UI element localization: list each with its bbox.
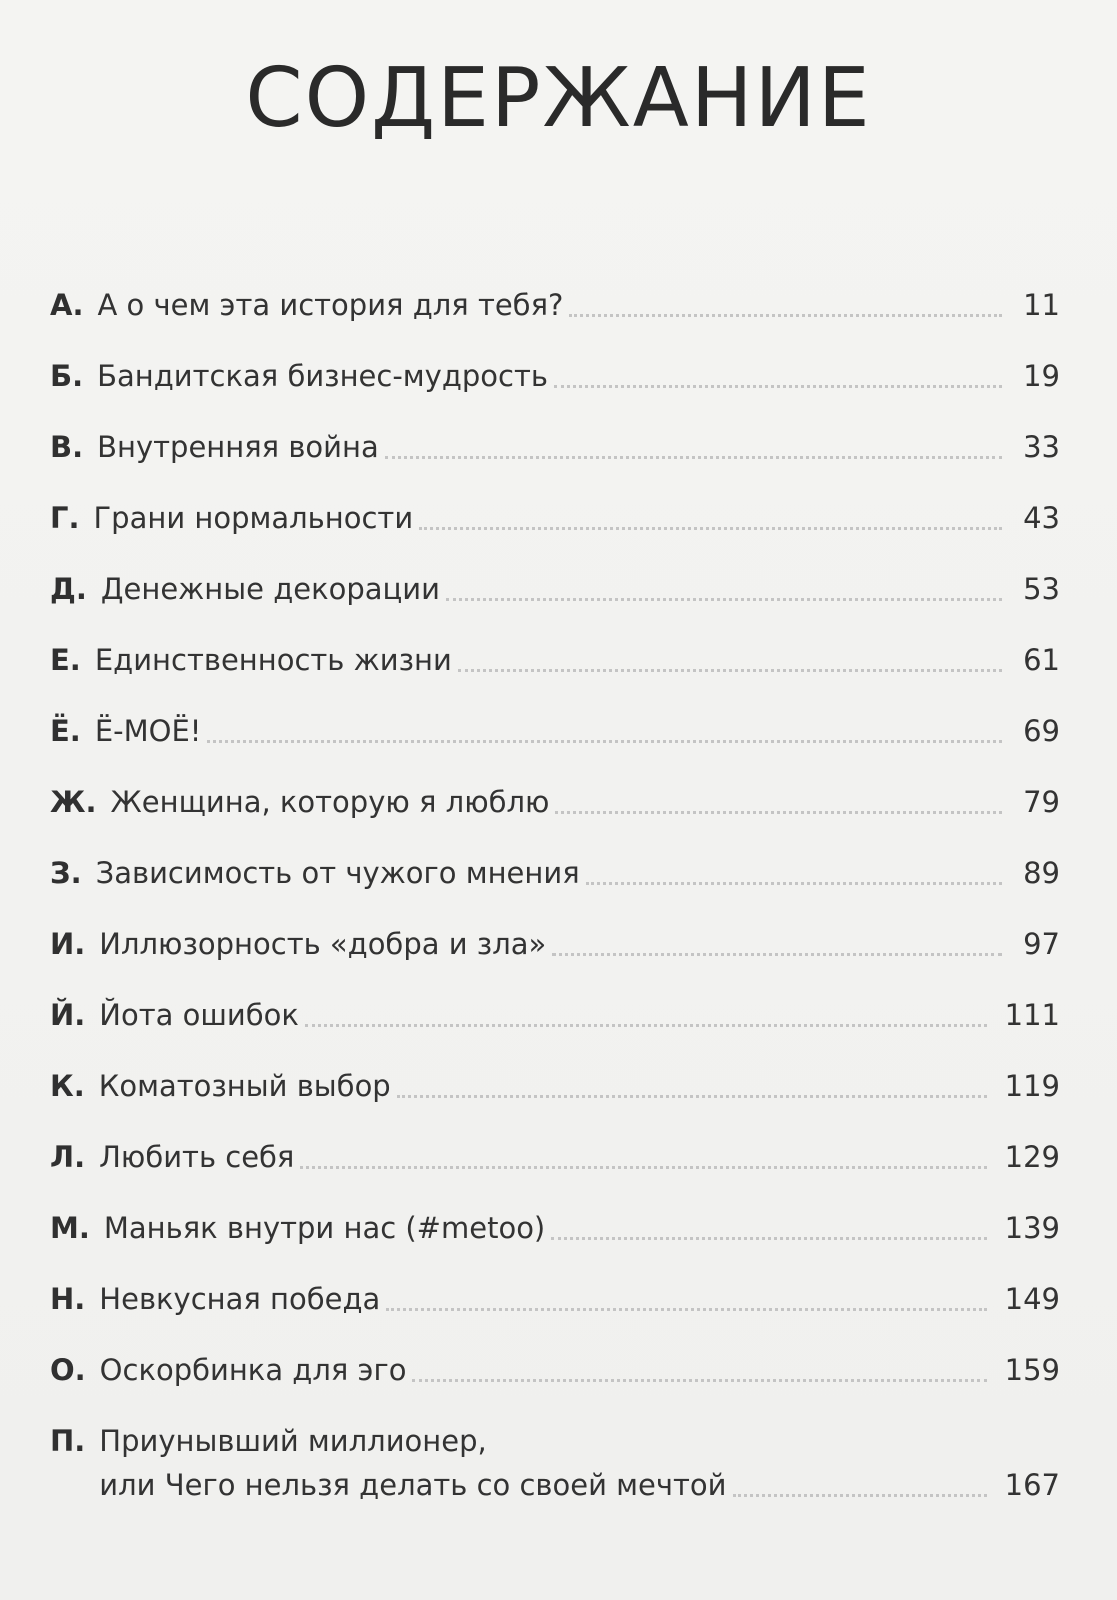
toc-entry-m[interactable] bbox=[50, 1206, 1060, 1277]
toc-letter: Ё. bbox=[50, 714, 81, 748]
toc-letter: В. bbox=[50, 430, 84, 464]
dot-leader bbox=[733, 1494, 987, 1497]
toc-letter: Л. bbox=[50, 1140, 86, 1174]
toc-page-number: 139 bbox=[1004, 1211, 1060, 1245]
toc-entry-iy[interactable] bbox=[50, 993, 1060, 1064]
toc-page-number: 159 bbox=[1004, 1353, 1060, 1387]
toc-page-number: 149 bbox=[1004, 1282, 1060, 1316]
toc-letter: З. bbox=[50, 856, 82, 890]
toc-entry-a[interactable] bbox=[50, 283, 1060, 354]
toc-title: Йота ошибок bbox=[99, 998, 299, 1032]
toc-letter: Г. bbox=[50, 501, 80, 535]
toc-page-number: 69 bbox=[1023, 714, 1060, 748]
toc-entry-d[interactable] bbox=[50, 567, 1060, 638]
dot-leader bbox=[458, 669, 1002, 672]
toc-entry-yo[interactable] bbox=[50, 709, 1060, 780]
table-of-contents bbox=[50, 283, 1060, 1519]
toc-title: Иллюзорность «добра и зла» bbox=[99, 927, 547, 961]
toc-letter: Й. bbox=[50, 998, 86, 1032]
dot-leader bbox=[386, 1308, 986, 1311]
toc-title: А о чем эта история для тебя? bbox=[97, 288, 564, 322]
toc-entry-e[interactable] bbox=[50, 638, 1060, 709]
toc-page-number: 97 bbox=[1023, 927, 1060, 961]
toc-entry-zh[interactable] bbox=[50, 780, 1060, 851]
dot-leader bbox=[305, 1024, 987, 1027]
toc-title: Коматозный выбор bbox=[98, 1069, 391, 1103]
toc-page-number: 19 bbox=[1023, 359, 1060, 393]
toc-page-number: 119 bbox=[1004, 1069, 1060, 1103]
toc-title: Бандитская бизнес-мудрость bbox=[97, 359, 548, 393]
toc-letter: Ж. bbox=[50, 785, 97, 819]
dot-leader bbox=[419, 527, 1002, 530]
toc-letter: К. bbox=[50, 1069, 85, 1103]
toc-page-number: 89 bbox=[1023, 856, 1060, 890]
dot-leader bbox=[552, 953, 1002, 956]
toc-title-line1: Приунывший миллионер, bbox=[99, 1424, 487, 1458]
toc-title: Грани нормальности bbox=[93, 501, 414, 535]
toc-letter: А. bbox=[50, 288, 84, 322]
page-title: СОДЕРЖАНИЕ bbox=[245, 51, 872, 146]
toc-letter: Е. bbox=[50, 643, 81, 677]
toc-letter: Д. bbox=[50, 572, 87, 606]
toc-page-number: 129 bbox=[1004, 1140, 1060, 1174]
toc-letter: Н. bbox=[50, 1282, 86, 1316]
dot-leader bbox=[586, 882, 1002, 885]
toc-page-number: 43 bbox=[1023, 501, 1060, 535]
dot-leader bbox=[554, 385, 1002, 388]
toc-entry-l[interactable] bbox=[50, 1135, 1060, 1206]
toc-title: Единственность жизни bbox=[94, 643, 452, 677]
toc-title-line2: или Чего нельзя делать со своей мечтой bbox=[99, 1468, 727, 1502]
toc-entry-o[interactable] bbox=[50, 1348, 1060, 1419]
toc-page-number: 11 bbox=[1023, 288, 1060, 322]
toc-title: Маньяк внутри нас (#metoo) bbox=[103, 1211, 546, 1245]
toc-entry-b[interactable] bbox=[50, 354, 1060, 425]
dot-leader bbox=[397, 1095, 987, 1098]
toc-title: Ё-МОЁ! bbox=[94, 714, 202, 748]
toc-title: Женщина, которую я люблю bbox=[110, 785, 550, 819]
dot-leader bbox=[385, 456, 1002, 459]
dot-leader bbox=[551, 1237, 986, 1240]
toc-page-number: 53 bbox=[1023, 572, 1060, 606]
toc-entry-n[interactable] bbox=[50, 1277, 1060, 1348]
toc-page-number: 33 bbox=[1023, 430, 1060, 464]
dot-leader bbox=[207, 740, 1002, 743]
toc-entry-k[interactable] bbox=[50, 1064, 1060, 1135]
toc-title: Денежные декорации bbox=[100, 572, 440, 606]
dot-leader bbox=[412, 1379, 986, 1382]
toc-title: Внутренняя война bbox=[97, 430, 379, 464]
toc-title: Зависимость от чужого мнения bbox=[95, 856, 580, 890]
dot-leader bbox=[300, 1166, 986, 1169]
toc-title: Невкусная победа bbox=[99, 1282, 381, 1316]
toc-entry-g[interactable] bbox=[50, 496, 1060, 567]
toc-entry-i[interactable] bbox=[50, 922, 1060, 993]
toc-page-number: 61 bbox=[1023, 643, 1060, 677]
toc-entry-z[interactable] bbox=[50, 851, 1060, 922]
dot-leader bbox=[569, 314, 1002, 317]
toc-title: Любить себя bbox=[99, 1140, 295, 1174]
toc-letter: О. bbox=[50, 1353, 86, 1387]
toc-title: Оскорбинка для эго bbox=[99, 1353, 407, 1387]
toc-letter: Б. bbox=[50, 359, 84, 393]
toc-entry-p[interactable] bbox=[50, 1419, 1060, 1519]
toc-page-number: 167 bbox=[1004, 1468, 1060, 1502]
toc-letter: М. bbox=[50, 1211, 90, 1245]
toc-page-number: 79 bbox=[1023, 785, 1060, 819]
toc-letter: П. bbox=[50, 1424, 86, 1458]
dot-leader bbox=[446, 598, 1002, 601]
toc-letter: И. bbox=[50, 927, 86, 961]
toc-entry-v[interactable] bbox=[50, 425, 1060, 496]
toc-page-number: 111 bbox=[1004, 998, 1060, 1032]
dot-leader bbox=[555, 811, 1002, 814]
